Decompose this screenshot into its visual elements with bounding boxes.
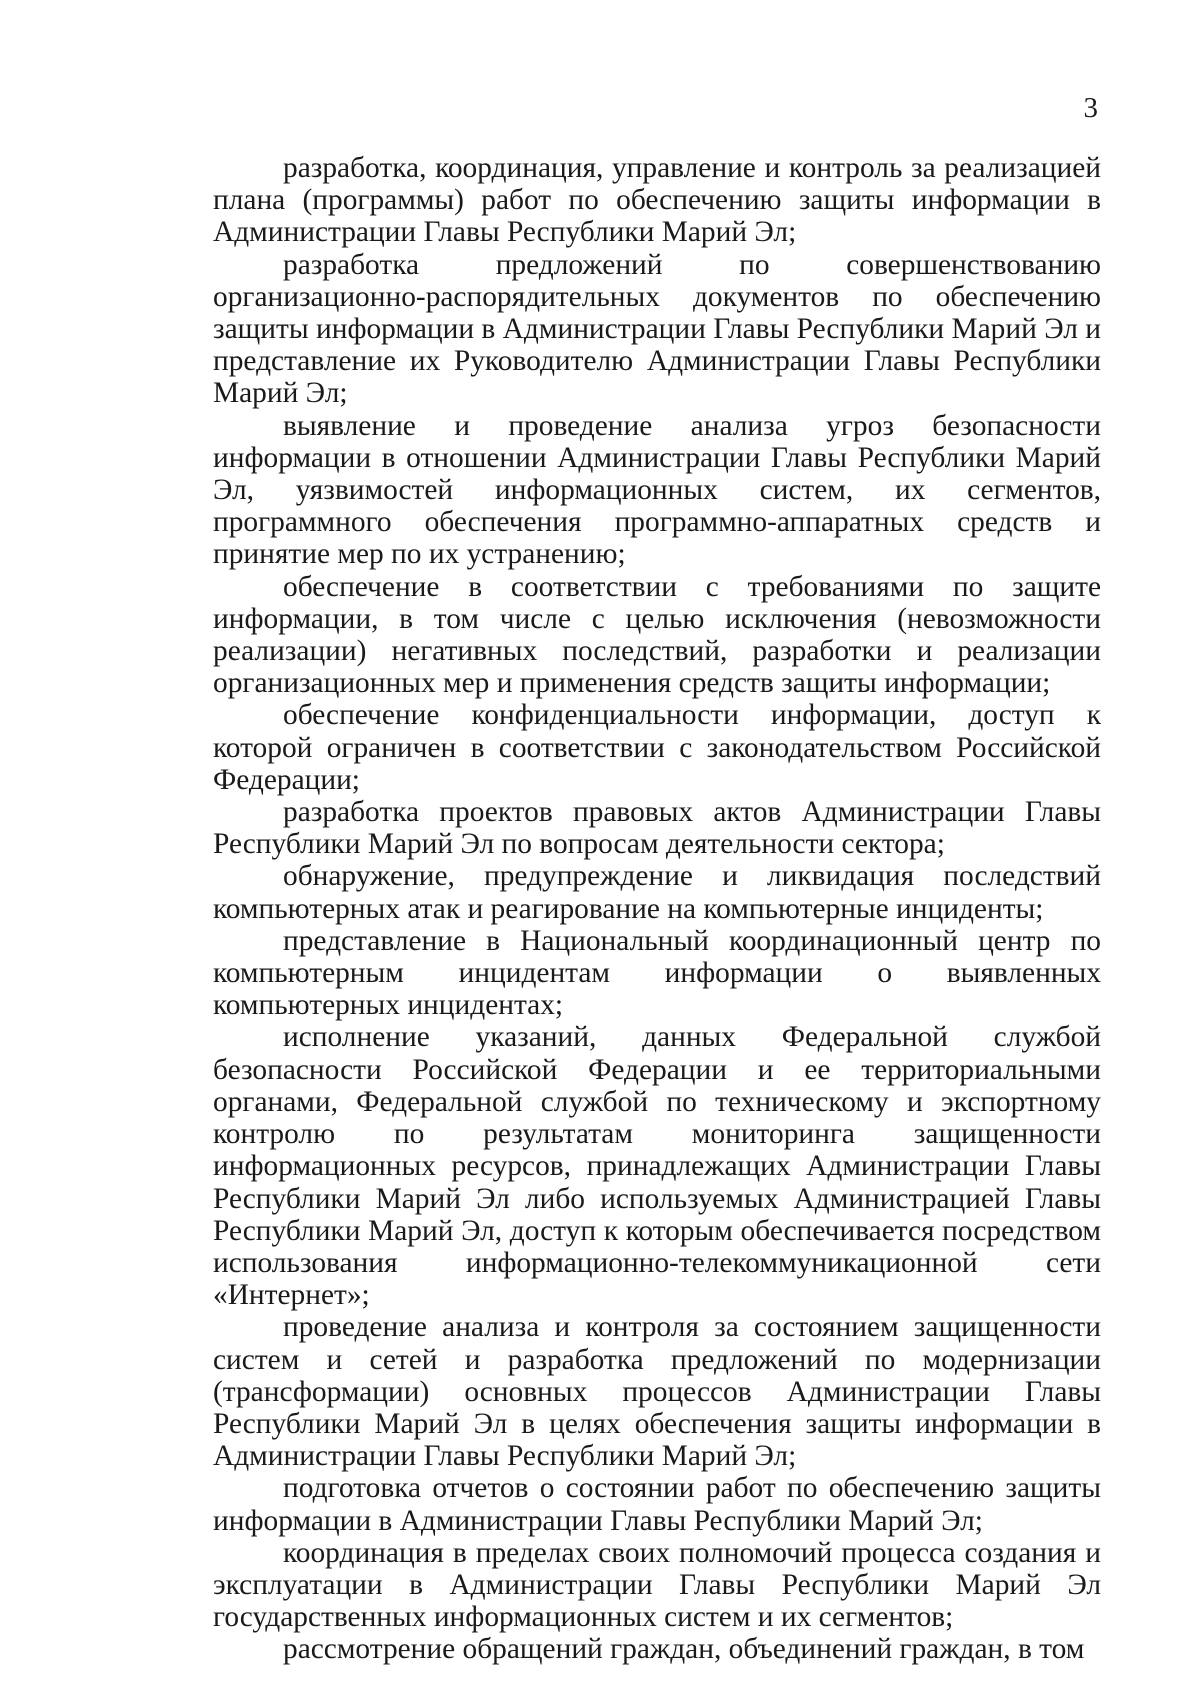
paragraph-4: обеспечение в соответствии с требованиями по защите информации, в том числе с целью исключения (невозможности реализации) негативных последствий, разработки и реализации организационных мер и применения средств защиты информации; [213,570,1101,700]
document-body [213,152,1101,1666]
paragraph-13: рассмотрение обращений граждан, объединений граждан, в том [283,1633,1085,1666]
paragraph-12: координация в пределах своих полномочий процесса создания и эксплуатации в Администрации Главы Республики Марий Эл государственных информационных систем и их сегментов; [213,1536,1101,1634]
paragraph-6: разработка проектов правовых актов Администрации Главы Республики Марий Эл по вопросам деятельности сектора; [213,796,1101,861]
paragraph-2: разработка предложений по совершенствованию организационно-распорядительных документов по обеспечению защиты информации в Администрации Главы Республики Марий Эл и представление их Руководителю Администрации Главы Республики Марий Эл; [213,248,1101,410]
paragraph-10: проведение анализа и контроля за состоянием защищенности систем и сетей и разработка предложений по модернизации (трансформации) основных процессов Администрации Главы Республики Марий Эл в целях обеспечения защиты информации в Администрации Главы Республики Марий Эл; [213,1311,1101,1473]
paragraph-11: подготовка отчетов о состоянии работ по обеспечению защиты информации в Администрации Главы Республики Марий Эл; [213,1472,1101,1537]
paragraph-9: исполнение указаний, данных Федеральной службой безопасности Российской Федерации и ее территориальными органами, Федеральной службой по техническому и экспортному контролю по результатам мониторинга защищенности информационных ресурсов, принадлежащих Администрации Главы Республики Марий Эл либо используемых Администрацией Главы Республики Марий Эл, доступ к которым обеспечивается посредством использования информационно-телекоммуникационной сети «Интернет»; [213,1021,1101,1312]
paragraph-1: разработка, координация, управление и контроль за реализацией плана (программы) работ по обеспечению защиты информации в Администрации Главы Республики Марий Эл; [213,152,1101,249]
page-number: 3 [1083,92,1098,124]
paragraph-7: обнаружение, предупреждение и ликвидация последствий компьютерных атак и реагирование на компьютерные инциденты; [213,860,1101,925]
paragraph-8: представление в Национальный координационный центр по компьютерным инцидентам информации о выявленных компьютерных инцидентах; [213,924,1101,1022]
paragraph-3: выявление и проведение анализа угроз безопасности информации в отношении Администрации Главы Республики Марий Эл, уязвимостей информационных систем, их сегментов, программного обеспечения программно-аппаратных средств и принятие мер по их устранению; [213,409,1101,571]
paragraph-5: обеспечение конфиденциальности информации, доступ к которой ограничен в соответствии с законодательством Российской Федерации; [213,699,1101,796]
